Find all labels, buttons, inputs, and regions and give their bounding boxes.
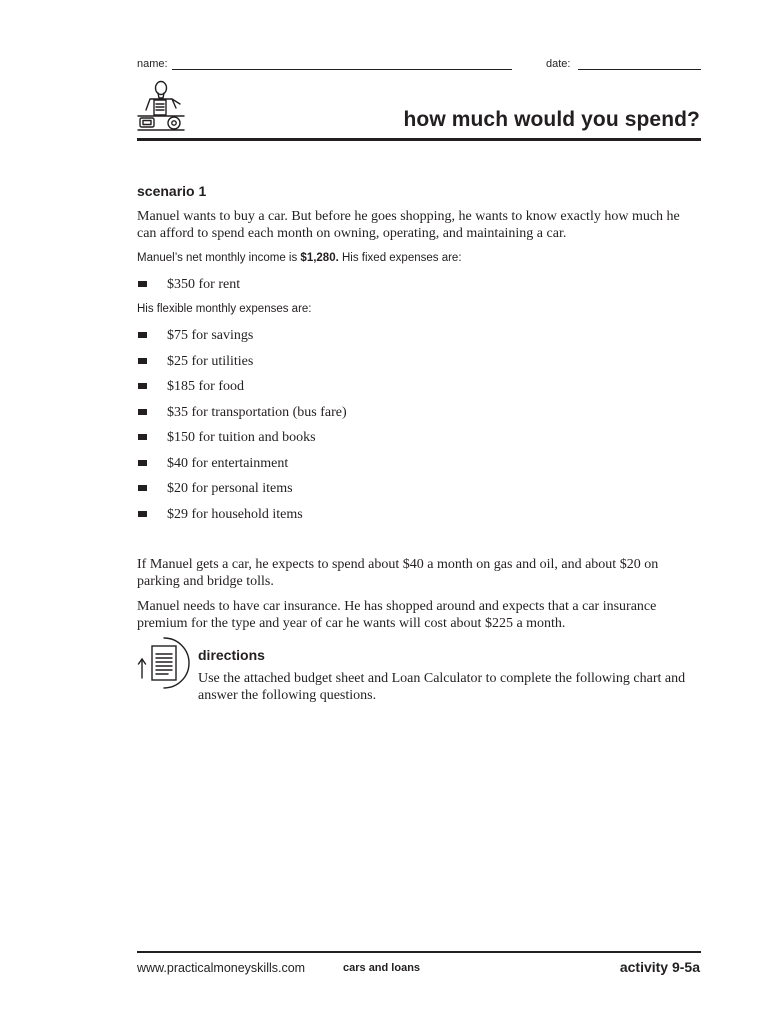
- scenario-heading: scenario 1: [137, 183, 207, 199]
- footer-url-link[interactable]: www.practicalmoneyskills.com: [137, 961, 306, 975]
- bullet-square-icon: [138, 460, 147, 466]
- list-item: $185 for food: [137, 378, 347, 404]
- activity-label: activity 9-5a: [619, 959, 700, 975]
- list-item: $40 for entertainment: [137, 455, 347, 481]
- list-item: $25 for utilities: [137, 353, 347, 379]
- insurance-paragraph: Manuel needs to have car insurance. He has shopped around and expects that a car insurance premium for the type and year of car he wants will cost about $225 a month.: [137, 599, 657, 631]
- bullet-square-icon: [138, 511, 147, 517]
- list-item: $350 for rent: [137, 276, 240, 302]
- income-prefix: Manuel’s net monthly income is: [137, 252, 301, 264]
- income-value: $1,280.: [300, 252, 339, 264]
- list-item: $150 for tuition and books: [137, 429, 347, 455]
- bullet-square-icon: [138, 409, 147, 415]
- bullet-square-icon: [138, 281, 147, 287]
- date-line[interactable]: [578, 69, 701, 70]
- person-budget-icon: [136, 80, 186, 134]
- bullet-square-icon: [138, 358, 147, 364]
- bullet-square-icon: [138, 485, 147, 491]
- document-arrow-icon: [137, 636, 191, 690]
- car-costs-paragraph: If Manuel gets a car, he expects to spend about $40 a month on gas and oil, and about $20 on parking and bridge tolls.: [137, 557, 659, 589]
- footer-subject: cars and loans: [343, 962, 421, 974]
- list-item: $29 for household items: [137, 506, 347, 532]
- name-line[interactable]: [172, 69, 512, 70]
- name-label: name:: [137, 58, 168, 70]
- date-label: date:: [546, 58, 571, 70]
- directions-text: Use the attached budget sheet and Loan Calculator to complete the following chart and answer the following questions.: [198, 671, 686, 703]
- list-item: $75 for savings: [137, 327, 347, 353]
- flexible-expenses-list: [137, 327, 347, 531]
- list-item: $20 for personal items: [137, 480, 347, 506]
- income-suffix: His fixed expenses are:: [338, 252, 462, 264]
- footer-divider: [137, 951, 701, 953]
- bullet-square-icon: [138, 332, 147, 338]
- scenario-intro: Manuel wants to buy a car. But before he goes shopping, he wants to know exactly how much he can afford to spend each month on owning, operating, and maintaining a car.: [137, 209, 680, 241]
- bullet-square-icon: [138, 383, 147, 389]
- fixed-expenses-list: [137, 276, 240, 302]
- income-line: [137, 252, 462, 264]
- bullet-square-icon: [138, 434, 147, 440]
- flexible-heading: His flexible monthly expenses are:: [137, 303, 312, 315]
- title-divider: [137, 138, 701, 141]
- list-item: $35 for transportation (bus fare): [137, 404, 347, 430]
- directions-heading: directions: [198, 647, 265, 663]
- page-title: how much would you spend?: [403, 108, 700, 131]
